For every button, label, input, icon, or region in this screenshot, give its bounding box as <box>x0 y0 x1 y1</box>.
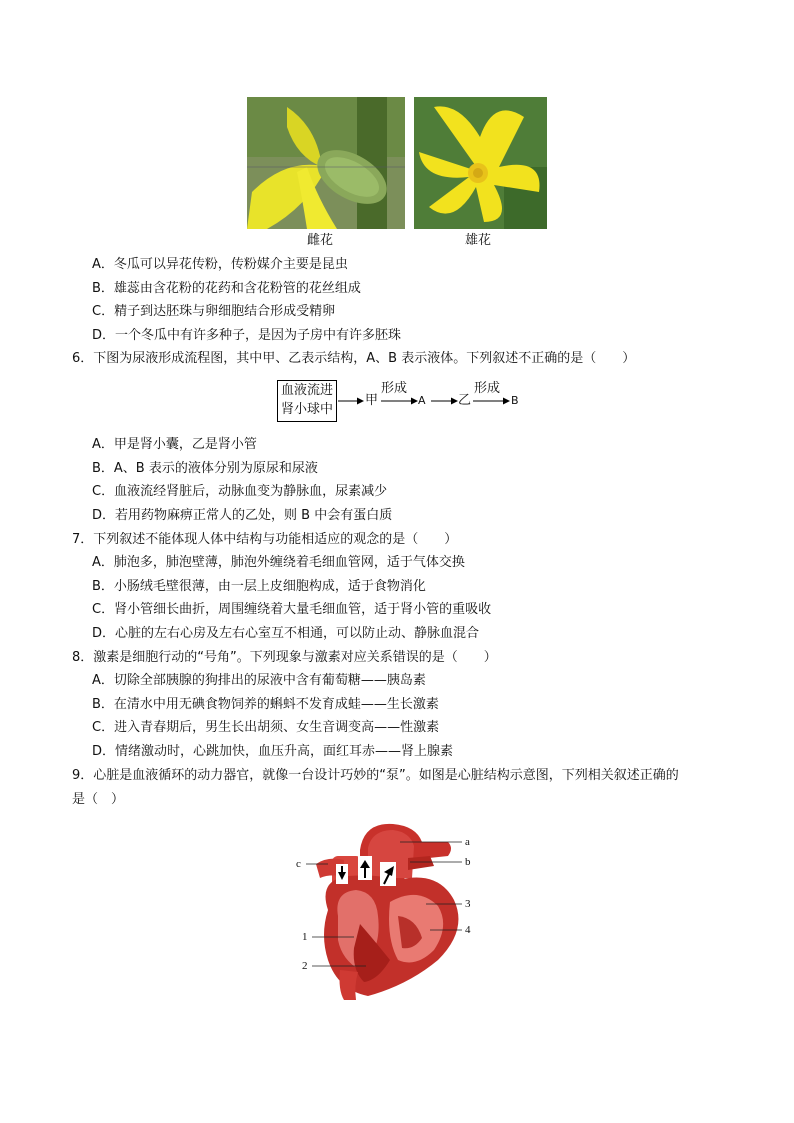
male-flower-photo <box>414 97 547 229</box>
heart-label-a: a <box>465 836 470 848</box>
q5-option-d: D．一个冬瓜中有许多种子，是因为子房中有许多胚珠 <box>92 328 402 343</box>
q8-option-a: A．切除全部胰腺的狗排出的尿液中含有葡萄糖——胰岛素 <box>92 673 426 688</box>
female-flower-caption: 雌花 <box>306 233 333 248</box>
heart-label-3: 3 <box>465 898 471 910</box>
q8-option-b: B．在清水中用无碘食物饲养的蝌蚪不发育成蛙——生长激素 <box>92 697 439 712</box>
flow-node-jia: 甲 <box>365 393 379 408</box>
q6-option-c: C．血液流经肾脏后，动脉血变为静脉血，尿素减少 <box>92 484 388 499</box>
flow-label-form-1: 形成 <box>381 381 408 396</box>
q8-option-d: D．情绪激动时，心跳加快，血压升高，面红耳赤——肾上腺素 <box>92 744 454 759</box>
q8-option-c: C．进入青春期后，男生长出胡须、女生音调变高——性激素 <box>92 720 440 735</box>
flow-box-line2: 肾小球中 <box>280 402 333 417</box>
heart-label-1: 1 <box>302 931 308 943</box>
q7-stem: 7．下列叙述不能体现人体中结构与功能相适应的观念的是（ ） <box>72 532 458 547</box>
q5-option-c: C．精子到达胚珠与卵细胞结合形成受精卵 <box>92 304 336 319</box>
heart-label-b: b <box>465 856 471 868</box>
q7-option-b: B．小肠绒毛壁很薄，由一层上皮细胞构成，适于食物消化 <box>92 579 426 594</box>
flow-label-form-2: 形成 <box>474 381 501 396</box>
q5-option-a: A．冬瓜可以异花传粉，传粉媒介主要是昆虫 <box>92 257 348 272</box>
female-flower-photo <box>247 97 405 229</box>
flow-node-b: B <box>511 394 519 407</box>
flow-box-line1: 血液流进 <box>280 383 333 398</box>
q9-stem-line2: 是（ ） <box>72 792 125 807</box>
q5-option-b: B．雄蕊由含花粉的花药和含花粉管的花丝组成 <box>92 281 361 296</box>
flow-node-a: A <box>418 394 426 407</box>
heart-label-c: c <box>296 858 301 870</box>
q7-option-d: D．心脏的左右心房及左右心室互不相通，可以防止动、静脉血混合 <box>92 626 480 641</box>
heart-label-4: 4 <box>465 924 471 936</box>
q8-stem: 8．激素是细胞行动的“号角”。下列现象与激素对应关系错误的是（ ） <box>72 650 497 665</box>
male-flower-caption: 雄花 <box>464 233 491 248</box>
q6-option-d: D．若用药物麻痹正常人的乙处，则 B 中会有蛋白质 <box>92 508 393 523</box>
q7-option-a: A．肺泡多，肺泡壁薄，肺泡外缠绕着毛细血管网，适于气体交换 <box>92 555 465 570</box>
flow-start-box <box>277 380 337 422</box>
q6-option-a: A．甲是肾小囊，乙是肾小管 <box>92 437 257 452</box>
heart-label-2: 2 <box>302 960 308 972</box>
heart-diagram <box>298 820 478 1002</box>
q6-option-b: B．A、B 表示的液体分别为原尿和尿液 <box>92 461 318 476</box>
flow-node-yi: 乙 <box>458 393 472 408</box>
q9-stem-line1: 9．心脏是血液循环的动力器官，就像一台设计巧妙的“泵”。如图是心脏结构示意图，下列相关叙述正确的 <box>72 768 679 783</box>
q6-stem: 6．下图为尿液形成流程图，其中甲、乙表示结构，A、B 表示液体。下列叙述不正确的是（ ） <box>72 351 636 366</box>
q7-option-c: C．肾小管细长曲折，周围缠绕着大量毛细血管，适于肾小管的重吸收 <box>92 602 492 617</box>
